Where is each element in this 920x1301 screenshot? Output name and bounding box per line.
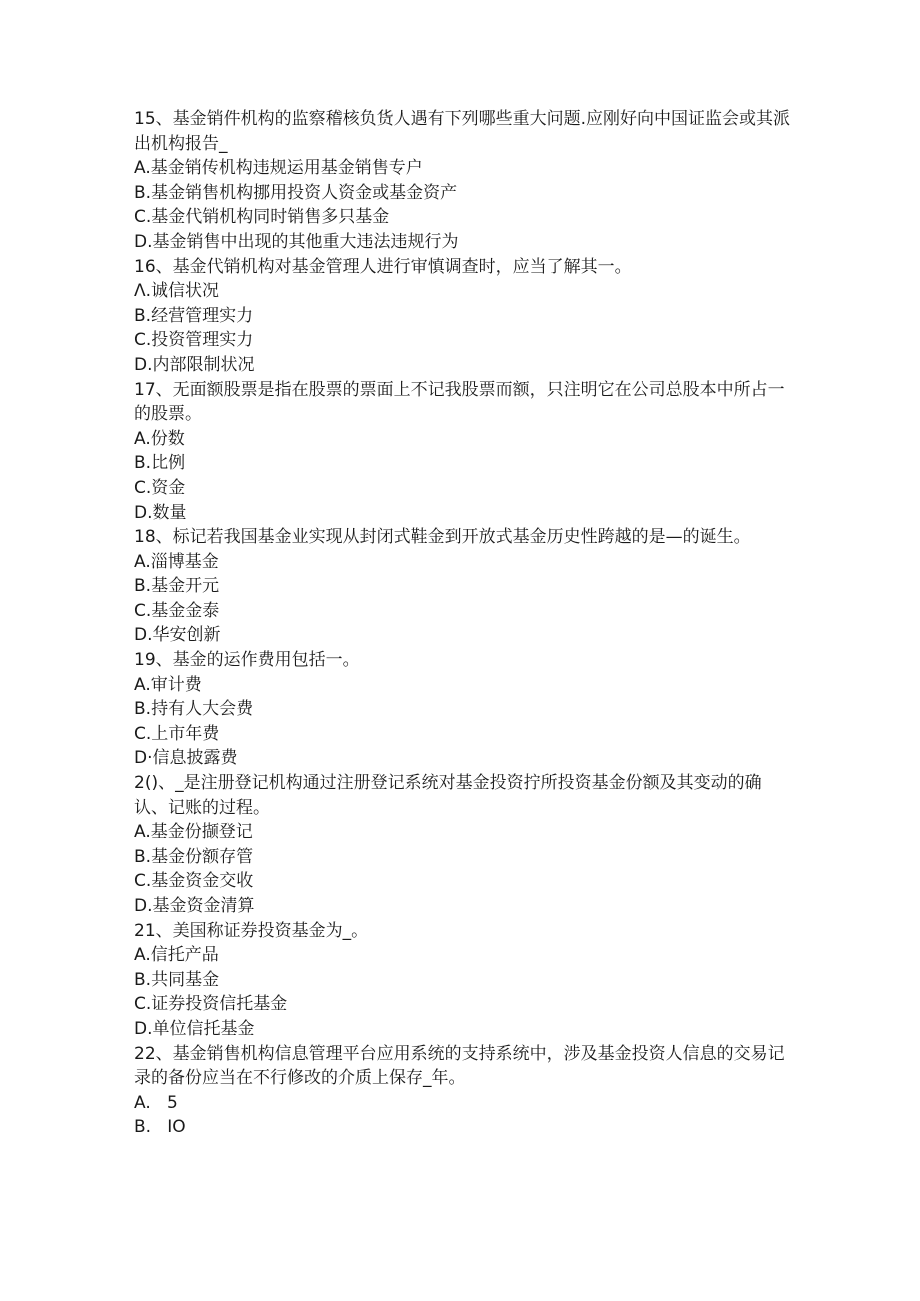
question-19 — [134, 648, 794, 771]
option-d: D·信息披露费 — [134, 748, 238, 769]
question-text: 15、基金销件机构的监察稽核负货人遇有下列哪些重大问题.应刚好向中国证监会或其派出机构报告_ — [134, 109, 791, 154]
option-list — [134, 427, 794, 525]
option-list — [134, 943, 794, 1041]
option-d: D.华安创新 — [134, 625, 221, 646]
option-d: D.数量 — [134, 502, 187, 523]
option-c: C.上市年费 — [134, 723, 220, 744]
option-a: Λ.诚信状况 — [134, 281, 220, 302]
option-a: A.信托产品 — [134, 945, 219, 966]
option-list — [134, 156, 794, 254]
option-b: B.共同基金 — [134, 969, 220, 990]
option-d: D.内部限制状况 — [134, 354, 255, 375]
option-b: B.基金销售机构挪用投资人资金或基金资产 — [134, 182, 458, 203]
question-text: 18、标记若我国基金业实现从封闭式鞋金到开放式基金历史性跨越的是—的诞生。 — [134, 527, 751, 548]
question-17 — [134, 378, 794, 526]
option-b: B. IO — [134, 1117, 186, 1138]
option-a: A.基金销传机构违规运用基金销售专户 — [134, 158, 423, 179]
option-b: B.基金开元 — [134, 576, 220, 597]
option-a: A.基金份撷登记 — [134, 822, 253, 843]
question-text: 22、基金销售机构信息管理平台应用系统的支持系统中，涉及基金投资人信息的交易记录的备份应当在不行修改的介质上保存_年。 — [134, 1043, 785, 1089]
question-text: 2()、_是注册登记机构通过注册登记系统对基金投资拧所投资基金份额及其变动的确认、记账的过程。 — [134, 773, 762, 818]
question-20 — [134, 771, 794, 919]
option-d: D.单位信托基金 — [134, 1018, 255, 1039]
option-list — [134, 673, 794, 771]
question-15 — [134, 107, 794, 255]
option-c: C.基金代销机构同时销售多只基金 — [134, 207, 390, 228]
option-list — [134, 550, 794, 648]
option-list — [134, 279, 794, 377]
option-a: A. 5 — [134, 1092, 178, 1113]
option-c: C.基金资金交收 — [134, 871, 254, 892]
question-18 — [134, 525, 794, 648]
question-text: 19、基金的运作费用包括一。 — [134, 650, 360, 671]
option-c: C.投资管理实力 — [134, 330, 254, 351]
question-text: 16、基金代销机构对基金管理人进行审慎调查时，应当了解其一。 — [134, 256, 632, 277]
option-b: B.持有人大会费 — [134, 699, 254, 720]
option-c: C.证券投资信托基金 — [134, 994, 288, 1015]
option-b: B.比例 — [134, 453, 186, 474]
option-a: A.审计费 — [134, 674, 202, 695]
option-b: B.基金份额存管 — [134, 846, 254, 867]
question-16 — [134, 255, 794, 378]
question-21 — [134, 919, 794, 1042]
option-b: B.经营管理实力 — [134, 305, 254, 326]
question-22 — [134, 1042, 794, 1140]
question-text: 17、无面额股票是指在股票的票面上不记我股票而额，只注明它在公司总股本中所占一的股票。 — [134, 379, 785, 425]
option-c: C.基金金泰 — [134, 600, 220, 621]
option-a: A.份数 — [134, 428, 185, 449]
option-d: D.基金销售中出现的其他重大违法违规行为 — [134, 231, 459, 252]
option-c: C.资金 — [134, 477, 186, 498]
option-list — [134, 820, 794, 918]
option-list — [134, 1091, 794, 1140]
option-a: A.淄博基金 — [134, 551, 219, 572]
question-text: 21、美国称证券投资基金为_。 — [134, 920, 369, 941]
document-page — [134, 107, 794, 1140]
option-d: D.基金资金清算 — [134, 896, 255, 916]
